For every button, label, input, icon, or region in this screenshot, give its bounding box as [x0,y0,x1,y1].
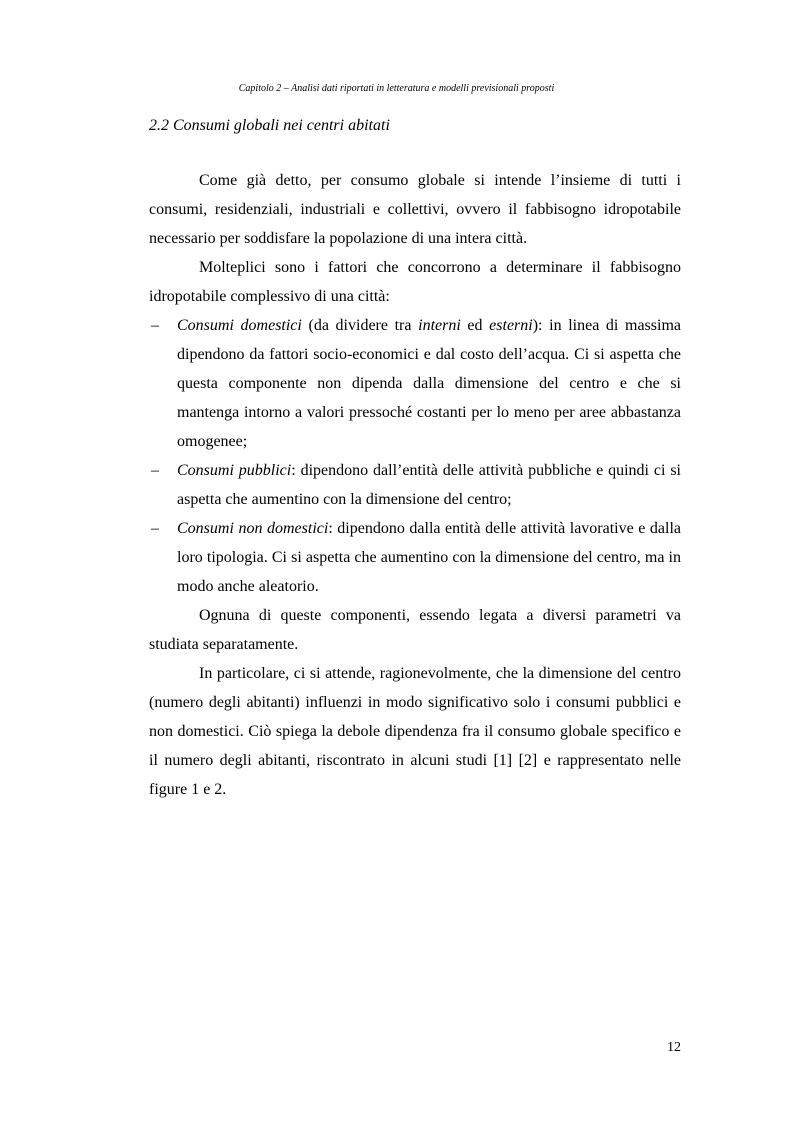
list-item-non-domestic [149,514,681,601]
term-esterni: esterni [489,317,533,334]
list-bullet: – [151,462,159,479]
text-domestic-3: ): in linea di massima dipendono da fattori socio-economici e dal costo dell’acqua. Ci si aspetta che questa componente non dipenda dalla dimensione del centro e che si mantenga intorno a valori pressoché costanti per lo meno per aree abbastanza omogenee; [177,317,682,450]
paragraph-factors-intro: Molteplici sono i fattori che concorrono a determinare il fabbisogno idropotabile complessivo di una città: [149,259,681,305]
text-domestic-2: ed [460,317,490,334]
text-domestic-1: (da dividere tra [301,317,419,334]
running-header: Capitolo 2 – Analisi dati riportati in letteratura e modelli previsionali proposti [238,83,555,94]
list-item-domestic [149,311,681,456]
term-non-domestic: Consumi non domestici [177,520,329,537]
text-non-domestic: : dipendono dalla entità delle attività lavorative e dalla loro tipologia. Ci si aspetta che aumentino con la dimensione del centro, ma in modo anche aleatorio. [177,520,681,595]
term-public: Consumi pubblici [177,462,292,479]
body-text [149,166,681,804]
section-heading: 2.2 Consumi globali nei centri abitati [149,117,390,134]
paragraph-intro: Come già detto, per consumo globale si intende l’insieme di tutti i consumi, residenziali, industriali e collettivi, ovvero il fabbisogno idropotabile necessario per soddisfare la popolazione di una intera città. [149,172,681,247]
list-item-public [149,456,681,514]
list-bullet: – [151,317,159,334]
paragraph-conclusion: In particolare, ci si attende, ragionevolmente, che la dimensione del centro (numero degli abitanti) influenzi in modo significativo solo i consumi pubblici e non domestici. Ciò spiega la debole dipendenza fra il consumo globale specifico e il numero degli abitanti, riscontrato in alcuni studi [1] [2] e rappresentato nelle figure 1 e 2. [149,665,681,798]
term-interni: interni [418,317,461,334]
page-number: 12 [667,1040,681,1055]
list-bullet: – [151,520,159,537]
consumption-list [149,311,681,601]
term-domestic: Consumi domestici [177,317,302,334]
text-public: : dipendono dall’entità delle attività pubbliche e quindi ci si aspetta che aumentino con la dimensione del centro; [177,462,681,508]
paragraph-components: Ognuna di queste componenti, essendo legata a diversi parametri va studiata separatamente. [149,607,681,653]
